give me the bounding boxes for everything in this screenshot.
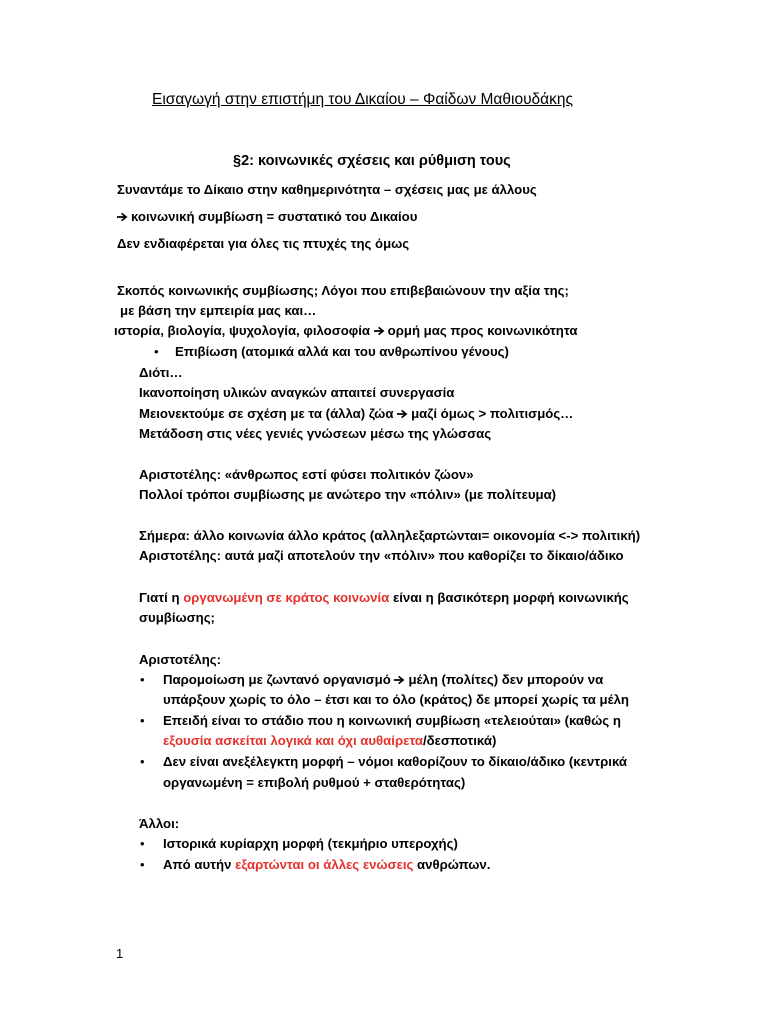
reason-3: Μετάδοση στις νέες γενιές γνώσεων μέσω της γλώσσας: [139, 426, 492, 441]
document-title: Εισαγωγή στην επιστήμη του Δικαίου – Φαίδων Μαθιουδάκης: [152, 91, 573, 108]
page-number: 1: [116, 946, 124, 961]
because-label: Διότι…: [139, 365, 183, 380]
purpose-line-3: [114, 322, 577, 340]
aristotle-quote-b: φύσει πολιτικόν ζώον: [330, 467, 467, 482]
today-line-1: Σήμερα: άλλο κοινωνία άλλο κράτος (αλληλεξαρτώνται= οικονομία <-> πολιτική): [139, 528, 641, 543]
aristotle-2-b1-b: μέλη (πολίτες) δεν μπορούν να: [408, 672, 604, 687]
aristotle-2-bullet-2-line-1: Επειδή είναι το στάδιο που η κοινωνική συμβίωση «τελειούται» (καθώς η: [163, 713, 621, 728]
right-arrow-icon: [117, 212, 128, 222]
right-arrow-icon: [394, 675, 405, 685]
aristotle-2-bullet-2-line-2: [163, 732, 496, 750]
bullet-icon: •: [140, 857, 145, 872]
aristotle-2-bullet-3-line-2: οργανωμένη = επιβολή ρυθμού + σταθερότητας): [163, 775, 466, 790]
purpose-line-1: Σκοπός κοινωνικής συμβίωσης; Λόγοι που επιβεβαιώνουν την αξία της;: [117, 283, 569, 298]
today-line-2: Αριστοτέλης: αυτά μαζί αποτελούν την «πόλιν» που καθορίζει το δίκαιο/άδικο: [139, 548, 624, 563]
purpose-line-3-b: ορμή μας προς κοινωνικότητα: [387, 323, 578, 338]
aristotle-2-bullet-3-line-1: Δεν είναι ανεξέλεγκτη μορφή – νόμοι καθορίζουν το δίκαιο/άδικο (κεντρικά: [163, 754, 627, 769]
question-highlight: οργανωμένη σε κράτος κοινωνία: [183, 590, 390, 605]
bullet-icon: •: [154, 344, 159, 359]
aristotle-2-b2-b: /δεσποτικά): [423, 733, 497, 748]
intro-line-2: [117, 208, 417, 226]
intro-line-3: Δεν ενδιαφέρεται για όλες τις πτυχές της όμως: [117, 236, 410, 251]
purpose-line-3-a: ιστορία, βιολογία, ψυχολογία, φιλοσοφία: [114, 323, 370, 338]
others-b2-highlight: εξαρτώνται οι άλλες ενώσεις: [235, 857, 414, 872]
aristotle-quote-c: »: [466, 467, 474, 482]
intro-line-1: Συναντάμε το Δίκαιο στην καθημερινότητα – σχέσεις μας με άλλους: [117, 182, 537, 197]
intro-line-2-text: κοινωνική συμβίωση = συστατικό του Δικαίου: [131, 209, 418, 224]
section-heading: §2: κοινωνικές σχέσεις και ρύθμιση τους: [233, 153, 511, 169]
aristotle-line-2: Πολλοί τρόποι συμβίωσης με ανώτερο την «πόλιν» (με πολίτευμα): [139, 487, 557, 502]
question-a: Γιατί η: [139, 590, 184, 605]
bullet-icon: •: [140, 672, 145, 687]
bullet-icon: •: [140, 754, 145, 769]
aristotle-2-bullet-1-line-1: [163, 671, 603, 689]
reason-1: Ικανοποίηση υλικών αναγκών απαιτεί συνεργασία: [139, 385, 455, 400]
others-bullet-1: Ιστορικά κυρίαρχη μορφή (τεκμήριο υπεροχής): [163, 836, 458, 851]
aristotle-2-bullet-1-line-2: υπάρξουν χωρίς το όλο – έτσι και το όλο (κράτος) δε μπορεί χωρίς τα μέλη: [163, 692, 629, 707]
purpose-line-2: με βάση την εμπειρία μας και…: [120, 303, 317, 318]
aristotle-quote-a: Αριστοτέλης: «άνθρωπος εστί: [139, 467, 331, 482]
aristotle-2-label: Αριστοτέλης:: [139, 652, 222, 667]
purpose-bullet-1: Επιβίωση (ατομικά αλλά και του ανθρωπίνου γένους): [175, 344, 509, 359]
question-c: είναι η βασικότερη μορφή κοινωνικής: [389, 590, 629, 605]
aristotle-2-b1-a: Παρομοίωση με ζωντανό οργανισμό: [163, 672, 391, 687]
reason-2-b: μαζί όμως > πολιτισμός…: [411, 406, 574, 421]
aristotle-quote: [139, 466, 474, 484]
question-line-2: συμβίωσης;: [139, 610, 215, 625]
others-b2-c: ανθρώπων.: [413, 857, 491, 872]
question-line-1: [139, 589, 629, 607]
reason-2-a: Μειονεκτούμε σε σχέση με τα (άλλα) ζώα: [139, 406, 394, 421]
others-label: Άλλοι:: [139, 816, 180, 831]
right-arrow-icon: [397, 409, 408, 419]
others-b2-a: Από αυτήν: [163, 857, 236, 872]
others-bullet-2: [163, 856, 490, 874]
reason-2: [139, 405, 573, 423]
bullet-icon: •: [140, 836, 145, 851]
bullet-icon: •: [140, 713, 145, 728]
aristotle-2-b2-highlight: εξουσία ασκείται λογικά και όχι αυθαίρετα: [163, 733, 424, 748]
right-arrow-icon: [374, 326, 385, 336]
